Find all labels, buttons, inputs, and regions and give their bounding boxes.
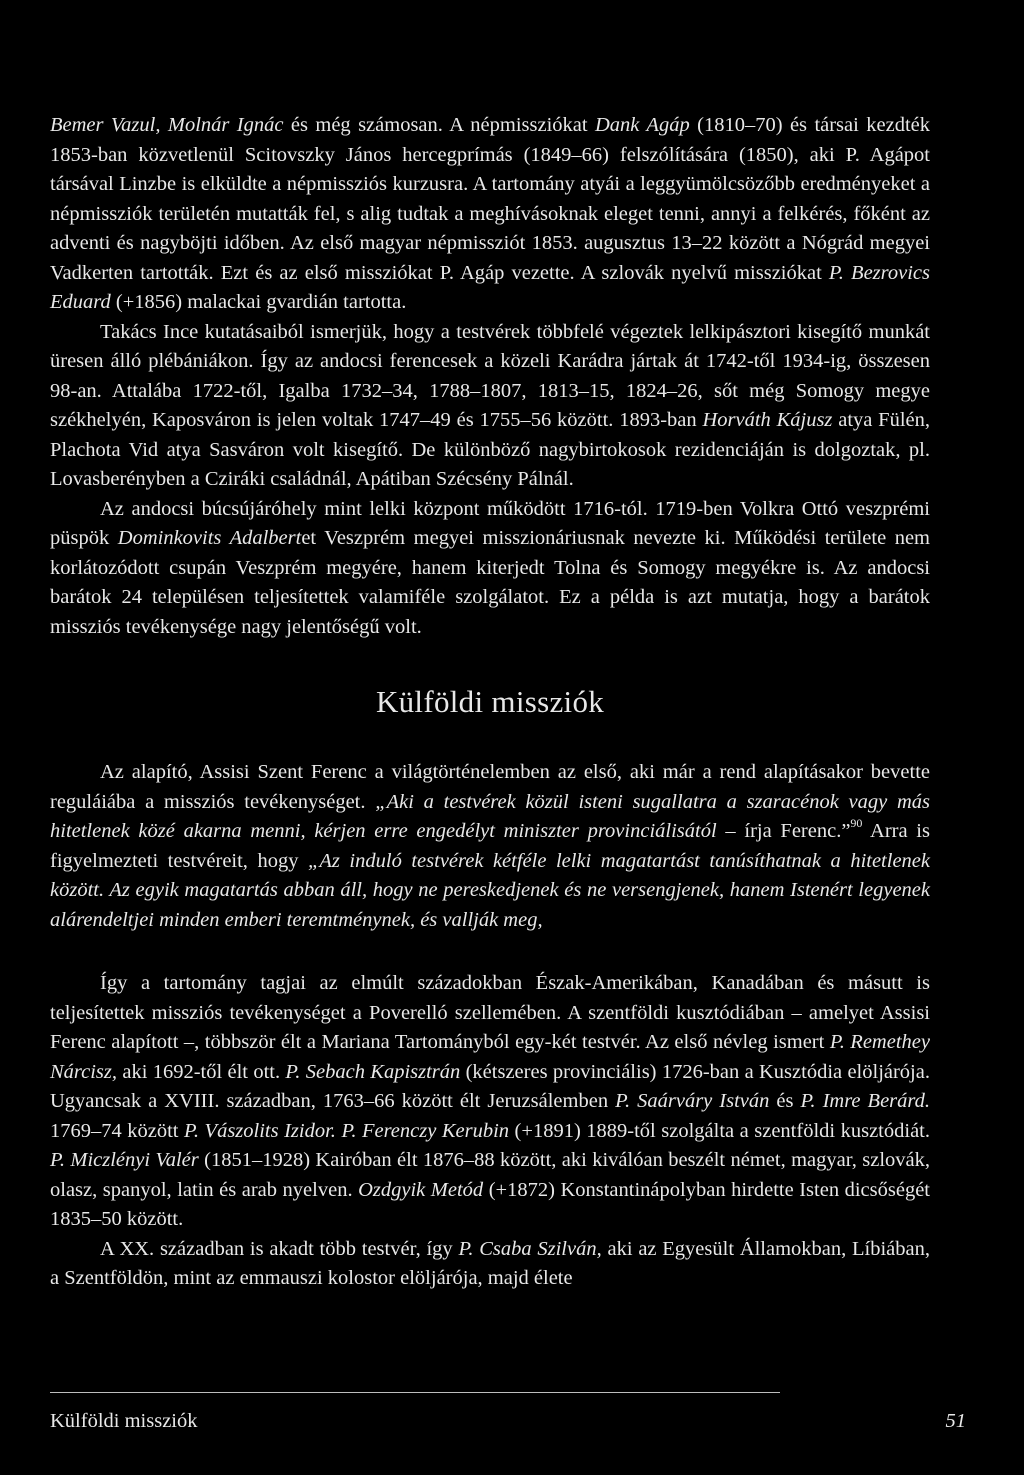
text-run: – írja Ferenc.” — [716, 820, 851, 842]
text-run: (1851–1928) Kairóban élt 1876–88 között, aki kiválóan beszélt német, magyar, szlovák, olasz, spanyol, latin és arab nyelven. — [50, 1149, 930, 1201]
text-run: aki 1692-től élt ott. — [117, 1060, 286, 1083]
paragraph — [50, 969, 930, 1235]
name-italic: P. Remethey Nárcisz, — [50, 1031, 930, 1083]
paragraph — [50, 318, 930, 495]
text-run: és még számosan. A népmissziókat — [283, 114, 595, 136]
name-italic: Dank Agáp — [594, 114, 690, 136]
text-run: (+1856) malackai gvardián tartotta. — [110, 291, 407, 313]
text-run: aki az Egyesült Államokban, Líbiában, a Szentföldön, mint az emmauszi kolostor elöljárója, majd élete — [50, 1237, 931, 1289]
name-italic: Horváth Kájusz — [702, 409, 833, 431]
text-run: és — [769, 1090, 801, 1112]
text-run: atya Fülén, Plachota Vid atya Sasváron volt kisegítő. De különböző nagybirtokosok rezidenciáján is dolgoztak, pl. Lovasberényben a Cziráki családnál, Apátiban Szécsény Pálnál. — [50, 409, 931, 490]
paragraph — [50, 1235, 930, 1294]
footnote-ref: 90 — [850, 816, 863, 830]
text-run: et Veszprém megyei misszionáriusnak nevezte ki. Működési területe nem korlátozódott csupán Veszprém megyére, hanem kiterjedt Tolna és Somogy megyékre is. Az andocsi barátok 24 településen teljesítettek valamiféle szolgálatot. Ez a példa is azt mutatja, hogy a barátok missziós tevékenysége nagy jelentőségű volt. — [50, 527, 930, 638]
name-italic: P. Csaba Szilván, — [458, 1237, 602, 1260]
paragraph — [50, 495, 930, 643]
text-run: 1769–74 között — [50, 1119, 185, 1142]
section-heading: Külföldi missziók — [375, 684, 605, 719]
text-run: Az alapító, Assisi Szent Ferenc a világtörténelemben az első, aki már a rend alapításakor bevette reguláiába a missziós tevékenységet. — [50, 761, 930, 813]
name-italic: P. Imre Berárd. — [800, 1090, 930, 1112]
paragraph — [50, 758, 930, 935]
name-italic: P. Vászolits Izidor. P. Ferenczy Kerubin — [184, 1119, 510, 1142]
name-italic: Dominkovits Adalbert — [117, 527, 302, 549]
running-title: Külföldi missziók — [50, 1410, 198, 1432]
name-italic: Ozdgyik Metód — [358, 1178, 484, 1201]
text-run: (1810–70) és társai kezdték 1853-ban közvetlenül Scitovszky János hercegprímás (1849–66) felszólítására (1850), aki P. Agápot társával Linzbe is elküldte a népmissziós kurzusra. A tartomány atyái a leggyümölcsözőbb eredményeket a népmissziók területén mutatták fel, s alig tudtak a meghívásoknak eleget tenni, annyi a felkérés, főként az adventi és nagyböjti időben. Az első magyar népmissziót 1853. augusztus 13–22 között a Nógrád megyei Vadkerten tartották. Ezt és az első missziókat P. Agáp vezette. A szlovák nyelvű missziókat — [50, 114, 930, 284]
name-italic: P. Sebach Kapisztrán — [285, 1060, 461, 1083]
text-run: Így a tartomány tagjai az elmúlt századokban Észak-Amerikában, Kanadában és másutt is teljesítettek missziós tevékenységet a Poverelló szellemében. A szentföldi kusztódiában – amelyet Assisi Ferenc alapított –, többször élt a Mariana Tartományból egy-két testvér. Az első névleg ismert — [50, 972, 930, 1053]
text-run: (+1891) 1889-től szolgálta a szentföldi kusztódiát. — [509, 1119, 930, 1142]
page-footer — [50, 1410, 966, 1433]
text-run: Arra is figyelmezteti testvéreit, hogy — [50, 820, 930, 872]
text-run: Takács Ince kutatásaiból ismerjük, hogy a testvérek többfelé végeztek lelkipásztori kisegítő munkát üresen álló plébániákon. Így az andocsi ferencesek a közeli Karádra jártak át 1742-től 1934-ig, összesen 98-an. Attalába 1722-től, Igalba 1732–34, 1788–1807, 1813–15, 1824–26, sőt még Somogy megye székhelyén, Kaposváron is jelen voltak 1747–49 és 1755–56 között. 1893-ban — [50, 320, 930, 431]
text-run: Az andocsi búcsújáróhely mint lelki központ működött 1716-tól. 1719-ben Volkra Ottó veszprémi püspök — [50, 497, 930, 549]
text-run: A XX. században is akadt több testvér, így — [100, 1237, 459, 1260]
quote-italic: „Az induló testvérek kétféle lelki magatartást tanúsíthatnak a hitetlenek között. Az egyik magatartás abban áll, hogy ne pereskedjenek és ne versengjenek, hanem Istenért legyenek alárendeltjei minden emberi teremtménynek, és vallják meg, — [50, 849, 930, 931]
name-italic: P. Saárváry István — [615, 1090, 770, 1112]
text-run: (kétszeres provinciális) 1726-ban a Kusztódia elöljárója. Ugyancsak a XVIII. században, 1763–66 között élt Jeruzsálemben — [50, 1060, 930, 1112]
page-number: 51 — [945, 1410, 966, 1432]
footer-rule — [50, 1392, 780, 1393]
body-text — [50, 111, 930, 1294]
text-run: (+1872) Konstantinápolyban hirdette Isten dicsőségét 1835–50 között. — [50, 1178, 930, 1230]
name-italic: Bemer Vazul, Molnár Ignác — [50, 114, 284, 136]
name-italic: P. Bezrovics Eduard — [50, 261, 930, 313]
quote-italic: „Aki a testvérek közül isteni sugallatra a szaracénok vagy más hitetlenek közé akarna menni, kérjen erre engedélyt miniszter provinciálisától — [50, 790, 930, 842]
paragraph — [50, 111, 930, 318]
spacer — [50, 935, 930, 969]
name-italic: P. Miczlényi Valér — [50, 1149, 199, 1171]
